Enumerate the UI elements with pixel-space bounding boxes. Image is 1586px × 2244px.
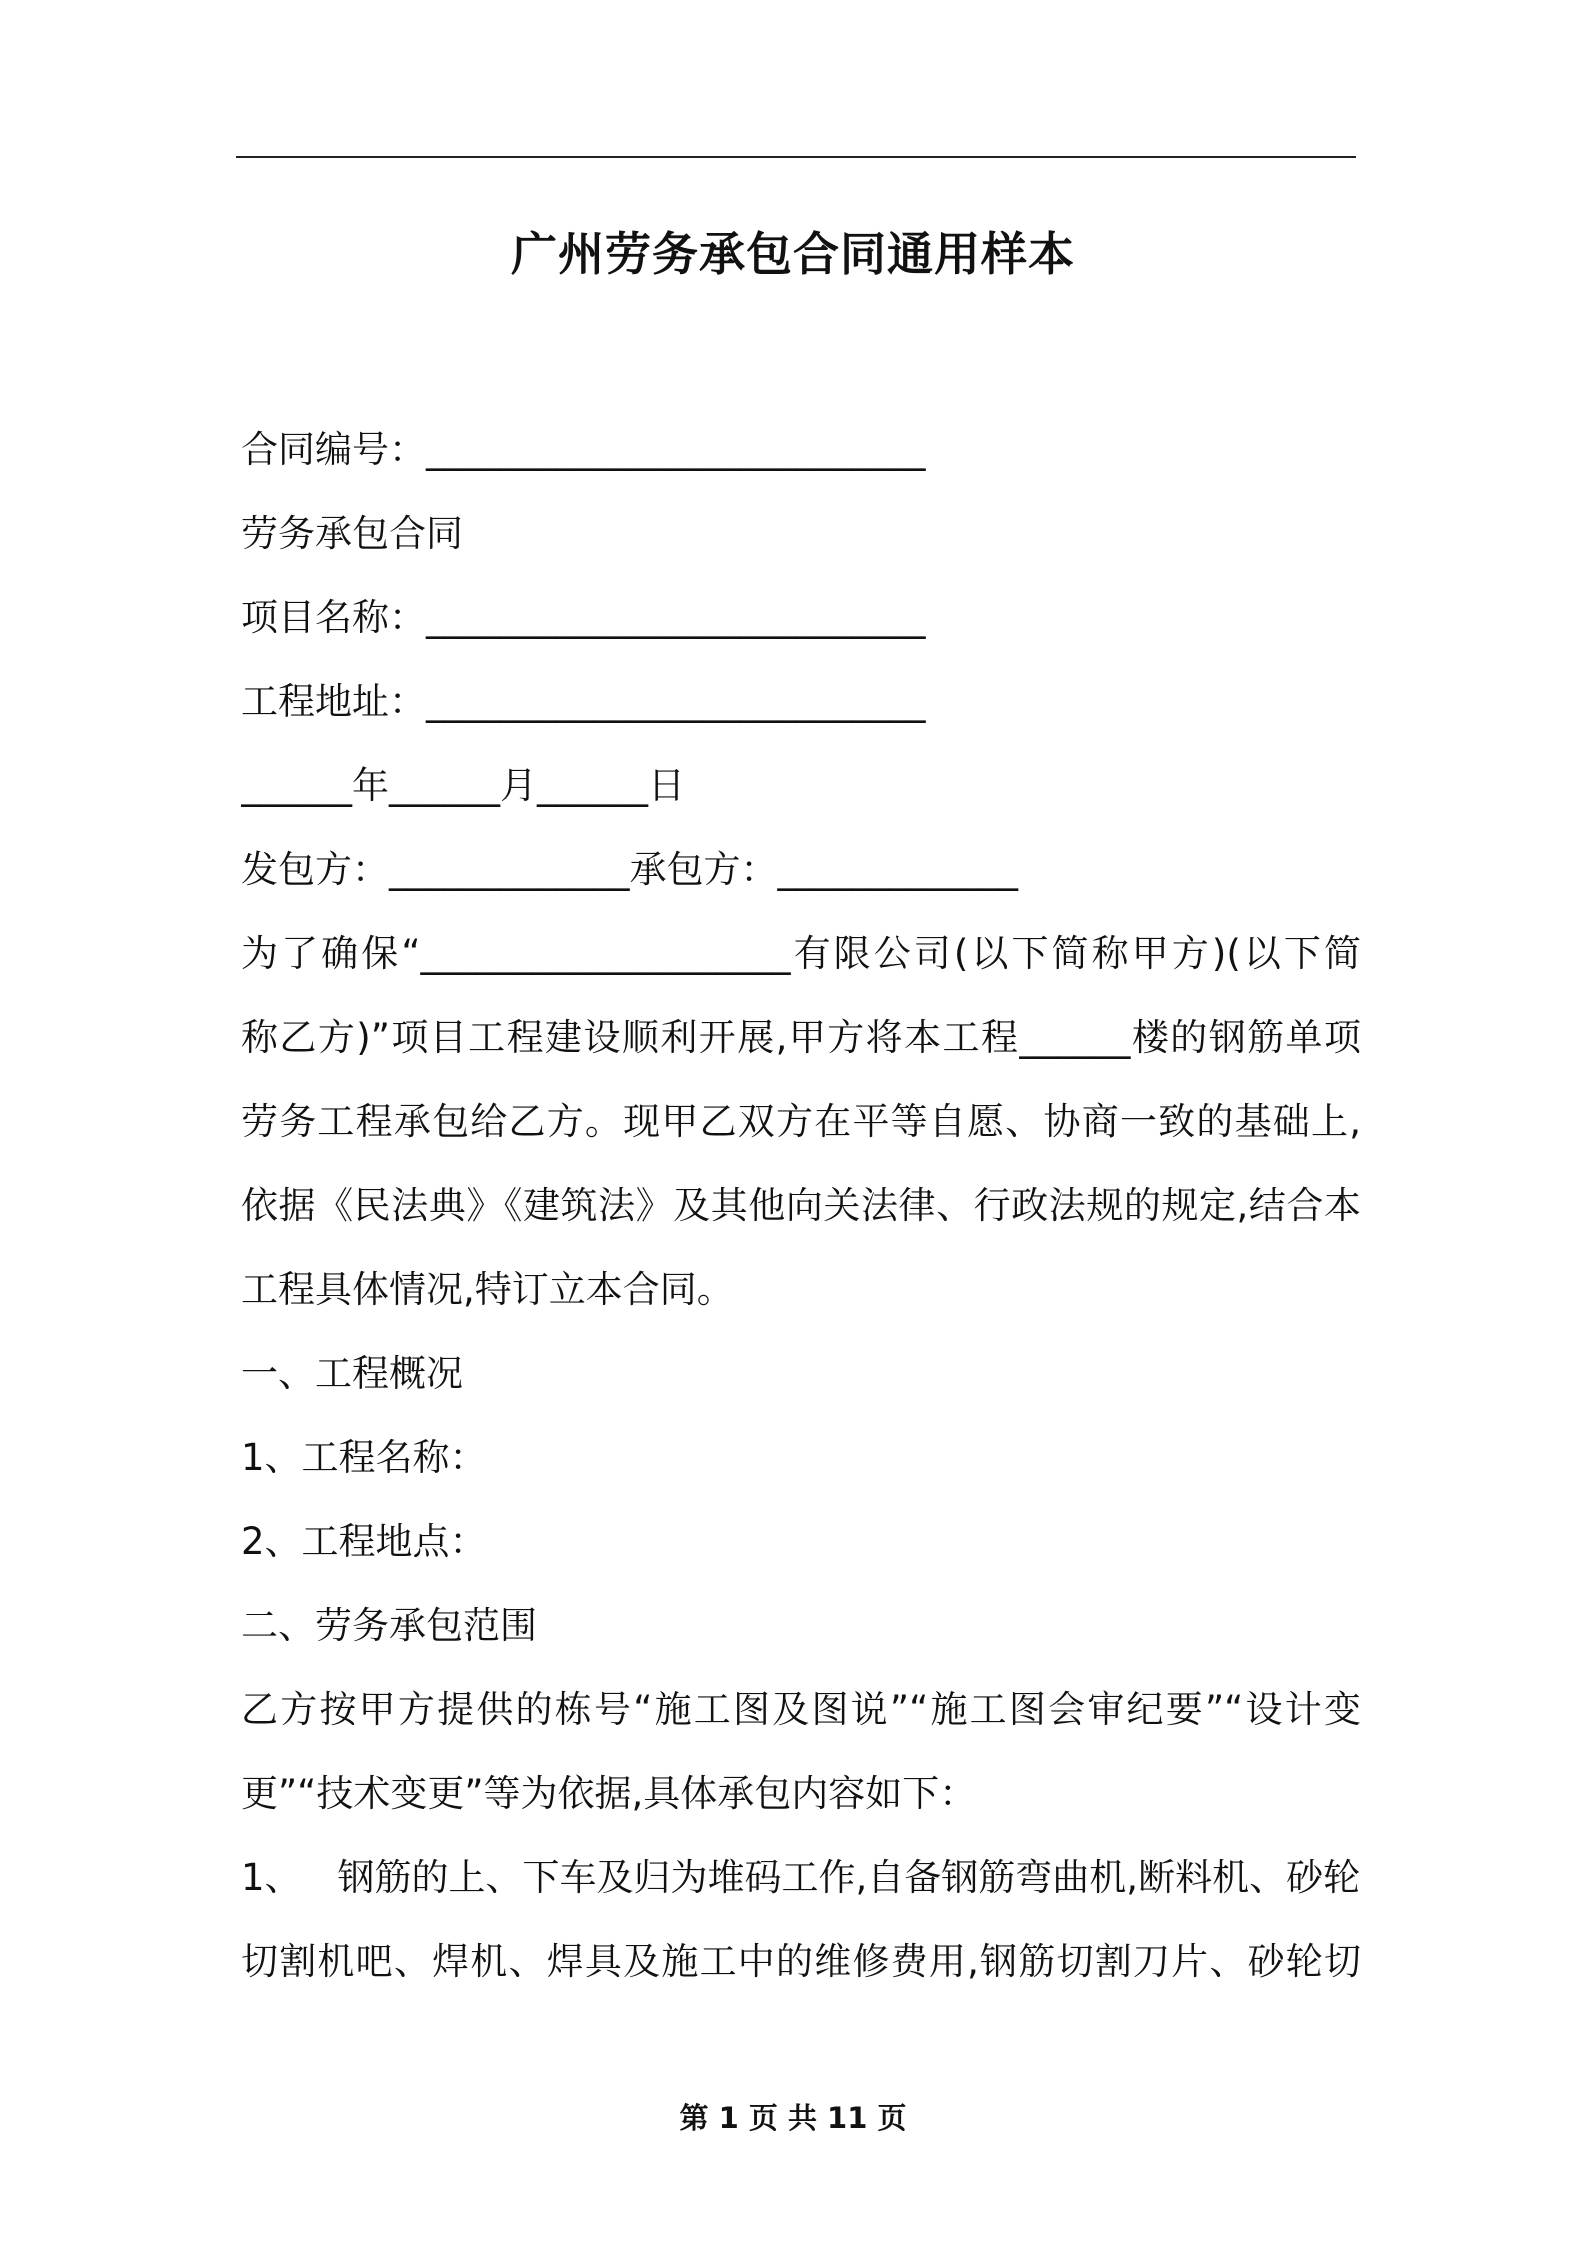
item-text: 钢筋的上、下车及归为堆码工作,自备钢筋弯曲机,断料机、砂轮 <box>337 1856 1361 1899</box>
list-item: 2、工程地点： <box>241 1520 487 1563</box>
contract-type-line: 劳务承包合同 <box>241 512 463 555</box>
paragraph-line: 为了确保“____________________有限公司(以下简称甲方)(以下简 <box>241 932 1361 975</box>
section-heading: 二、劳务承包范围 <box>241 1604 537 1647</box>
list-item: 1、工程名称： <box>241 1436 487 1479</box>
paragraph-line: 乙方按甲方提供的栋号“施工图及图说”“施工图会审纪要”“设计变 <box>241 1688 1361 1731</box>
paragraph-line: 更”“技术变更”等为依据,具体承包内容如下： <box>241 1772 977 1815</box>
header-rule <box>236 156 1356 158</box>
paragraph-line: 工程具体情况,特订立本合同。 <box>241 1268 734 1311</box>
paragraph-line: 依据《民法典》《建筑法》及其他向关法律、行政法规的规定,结合本 <box>241 1184 1361 1227</box>
item-number: 1、 <box>241 1856 302 1899</box>
page-footer: 第 1 页 共 11 页 <box>679 2101 907 2135</box>
parties-line: 发包方：_____________承包方：_____________ <box>241 848 1018 891</box>
project-name-line: 项目名称：___________________________ <box>241 596 926 639</box>
document-title: 广州劳务承包合同通用样本 <box>511 227 1075 281</box>
contract-number-line: 合同编号：___________________________ <box>241 428 926 471</box>
numbered-item-line <box>241 1836 1361 1920</box>
document-body <box>241 408 1361 2004</box>
date-line: ______年______月______日 <box>241 764 685 807</box>
paragraph-line: 切割机吧、焊机、焊具及施工中的维修费用,钢筋切割刀片、砂轮切 <box>241 1940 1361 1983</box>
paragraph-line: 劳务工程承包给乙方。现甲乙双方在平等自愿、协商一致的基础上, <box>241 1100 1361 1143</box>
paragraph-line: 称乙方)”项目工程建设顺利开展,甲方将本工程______楼的钢筋单项 <box>241 1016 1361 1059</box>
project-address-line: 工程地址：___________________________ <box>241 680 926 723</box>
section-heading: 一、工程概况 <box>241 1352 463 1395</box>
